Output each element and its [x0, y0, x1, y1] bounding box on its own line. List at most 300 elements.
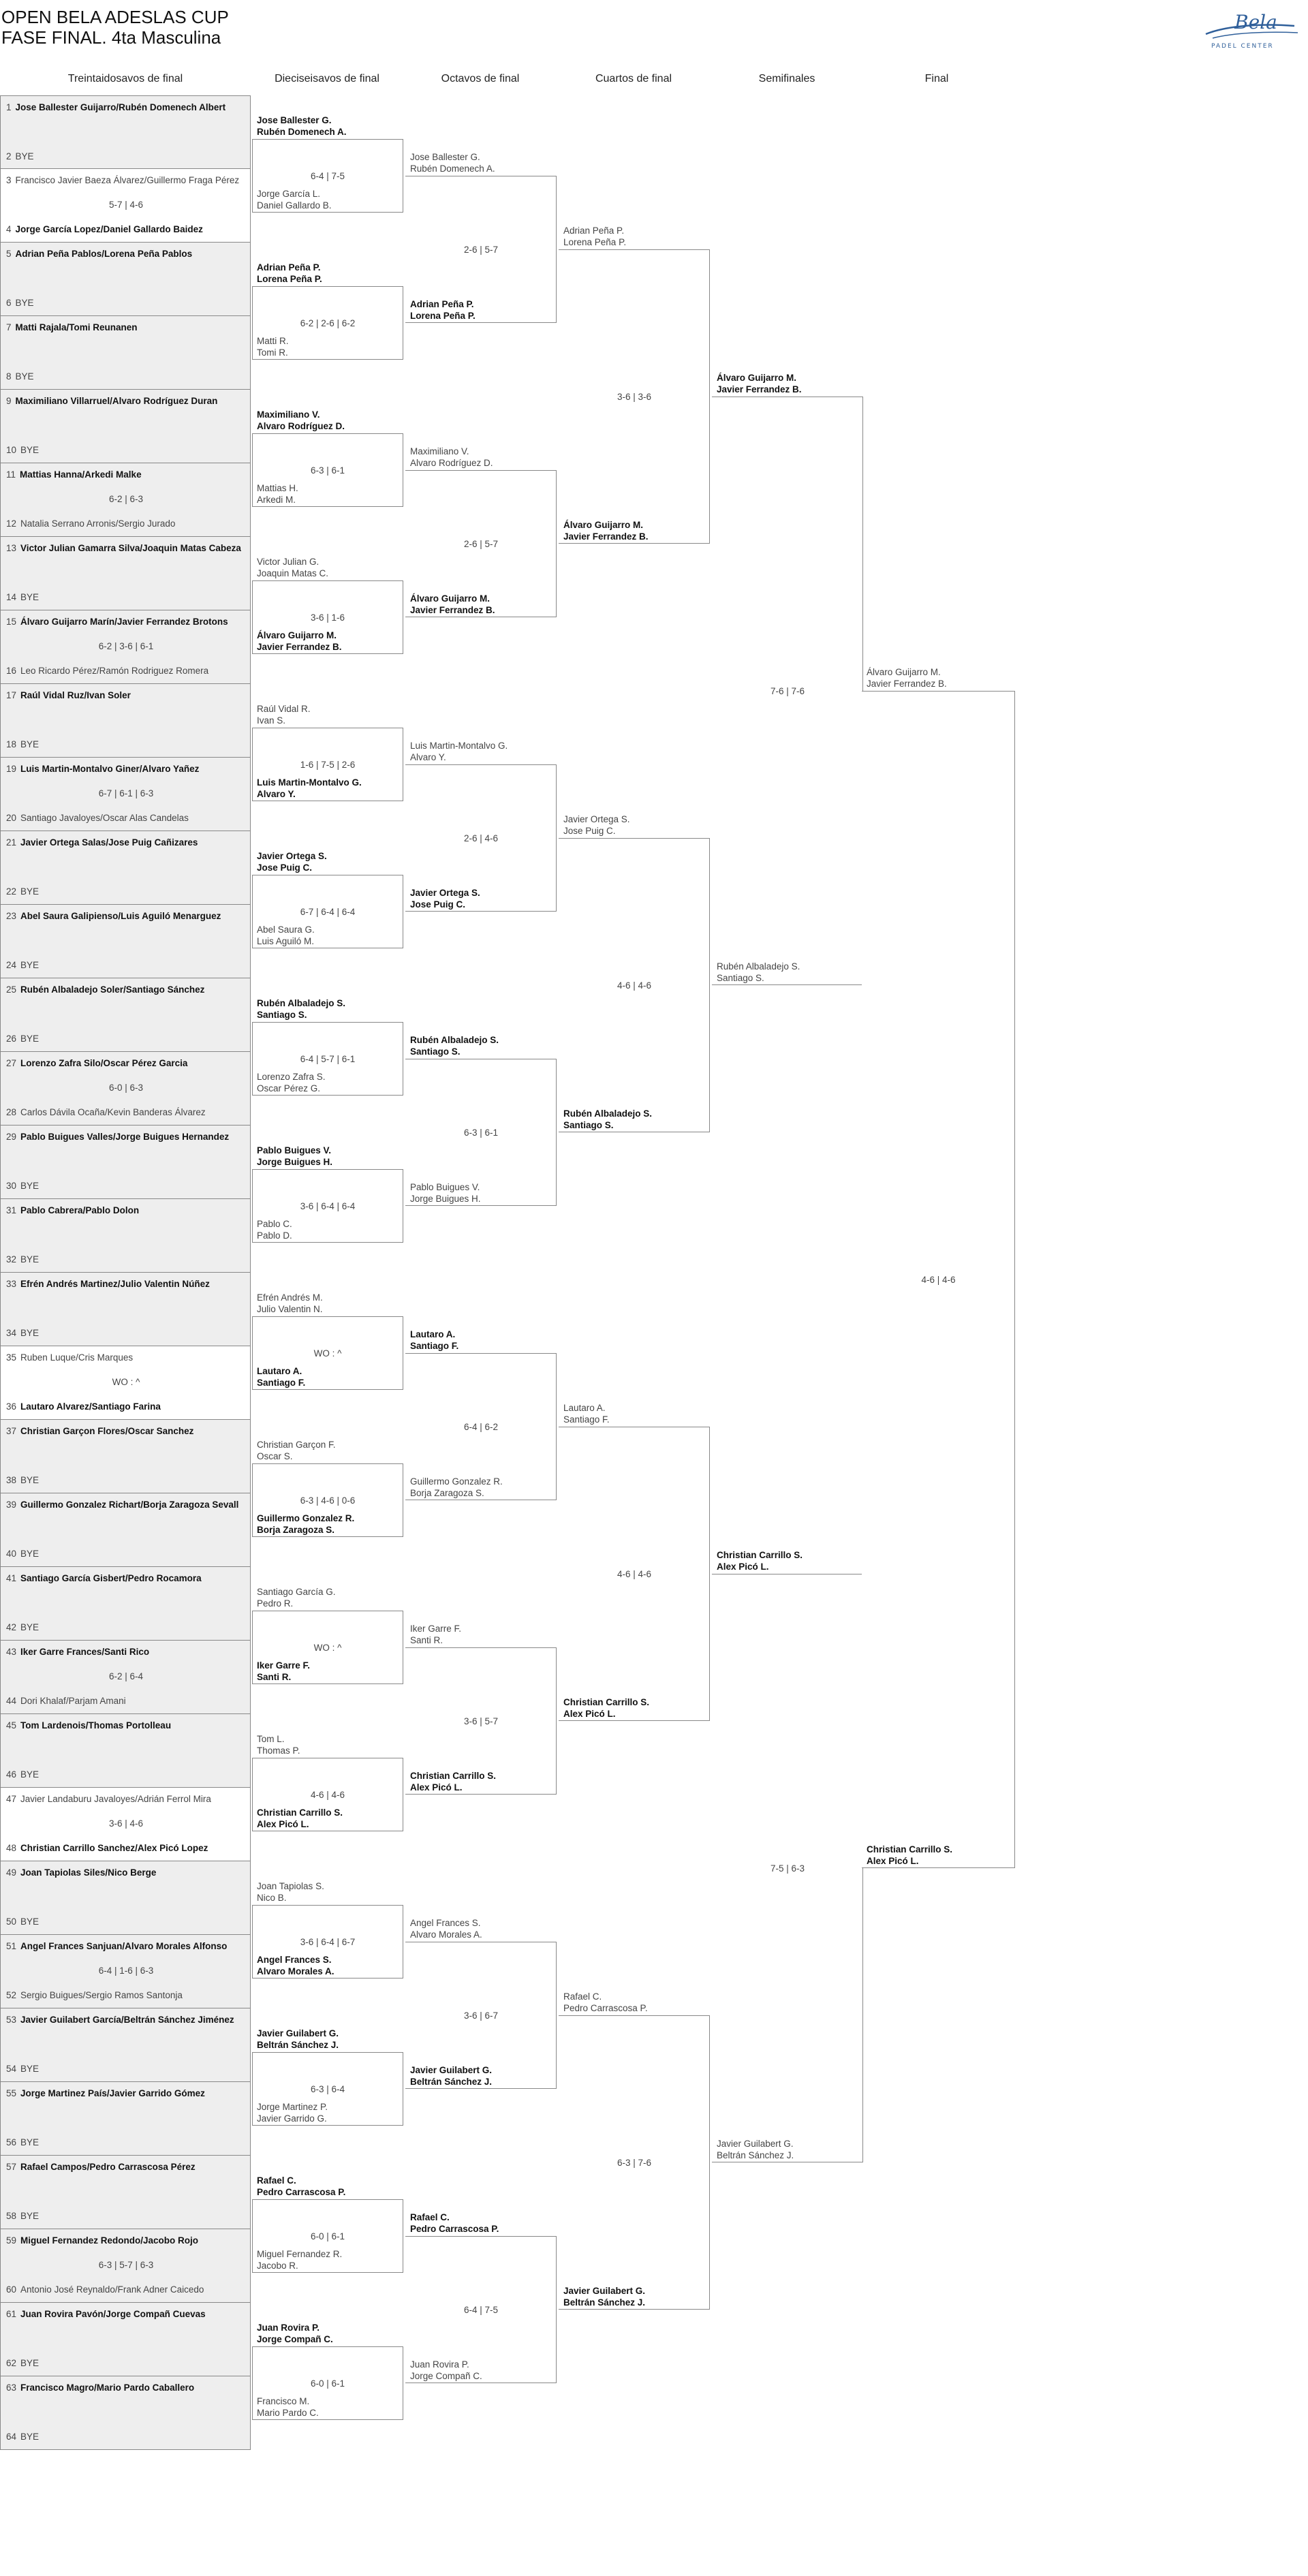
seed-number: 43 [6, 1647, 17, 1657]
player-name: Luis Martin-Montalvo G. [410, 741, 508, 751]
team-entry[interactable] [257, 1660, 310, 1683]
match-score: 6-2 | 2-6 | 6-2 [300, 318, 356, 328]
team-entry[interactable] [257, 777, 362, 800]
team-entry[interactable] [257, 1365, 305, 1388]
player-name: Lorena Peña P. [563, 237, 627, 247]
team-entry[interactable] [563, 225, 626, 248]
match-score: 2-6 | 5-7 [463, 245, 499, 255]
team-entry[interactable]: 25 Rubén Albaladejo Soler/Santiago Sánchez [6, 984, 205, 995]
seed-number: 26 [6, 1034, 17, 1044]
team-entry[interactable]: 44 Dori Khalaf/Parjam Amani [6, 1696, 126, 1706]
team-entry[interactable]: 39 Guillermo Gonzalez Richart/Borja Zaragoza Sevall [6, 1500, 239, 1510]
team-entry[interactable] [257, 1880, 324, 1904]
match-score: 6-4 | 7-5 [310, 171, 345, 181]
player-name: Pablo D. [257, 1230, 292, 1241]
team-entry[interactable]: 43 Iker Garre Frances/Santi Rico [6, 1647, 150, 1657]
team-entry[interactable] [410, 1181, 481, 1205]
player-name: Alex Picó L. [867, 1856, 919, 1866]
team-entry[interactable] [257, 703, 311, 726]
column-header-qf: Cuartos de final [595, 73, 672, 84]
seed-number: 54 [6, 2064, 17, 2074]
player-name: Santiago F. [257, 1378, 306, 1388]
team-entry[interactable]: 42 BYE [6, 1622, 40, 1632]
match-score: 3-6 | 5-7 [463, 1716, 499, 1726]
match-score: 3-6 | 6-4 | 6-4 [300, 1201, 356, 1211]
team-entry[interactable]: 22 BYE [6, 886, 40, 897]
seed-number: 30 [6, 1181, 17, 1191]
team-entry[interactable] [257, 1071, 326, 1094]
team-entry[interactable]: 62 BYE [6, 2358, 40, 2368]
player-name: Mattias H. [257, 483, 298, 493]
team-entry[interactable] [257, 1218, 292, 1241]
team-entry[interactable] [257, 2248, 342, 2271]
player-name: Joan Tapiolas S. [257, 1881, 324, 1891]
player-name: Santi R. [257, 1672, 292, 1682]
seed-number: 10 [6, 445, 17, 455]
seed-number: 39 [6, 1500, 17, 1510]
player-name: Tom L. [257, 1734, 285, 1744]
team-entry[interactable]: 63 Francisco Magro/Mario Pardo Caballero [6, 2383, 195, 2393]
match-slot [0, 758, 251, 831]
team-entry[interactable]: 45 Tom Lardenois/Thomas Portolleau [6, 1720, 172, 1731]
match-slot [0, 1052, 251, 1126]
player-name: Abel Saura G. [257, 925, 315, 935]
team-entry[interactable] [257, 1954, 334, 1977]
team-entry[interactable] [257, 262, 322, 285]
player-name: Borja Zaragoza S. [410, 1488, 484, 1498]
team-entry[interactable]: 26 BYE [6, 1034, 40, 1044]
seed-number: 24 [6, 960, 17, 970]
match-slot [0, 2008, 251, 2082]
team-entry[interactable]: 15 Álvaro Guijarro Marín/Javier Ferrandez Brotons [6, 617, 228, 627]
team-entry[interactable] [257, 335, 289, 358]
match-score: 6-0 | 6-3 [108, 1083, 144, 1093]
player-name: Nico B. [257, 1893, 287, 1903]
match-slot [0, 1126, 251, 1199]
seed-number: 36 [6, 1401, 17, 1412]
column-header-r32: Dieciseisavos de final [275, 73, 379, 84]
team-entry[interactable]: 52 Sergio Buigues/Sergio Ramos Santonja [6, 1990, 183, 2000]
player-name: Lautaro A. [563, 1403, 606, 1413]
team-entry[interactable] [410, 1917, 482, 1940]
team-entry[interactable] [410, 740, 508, 763]
match-slot [0, 1346, 251, 1420]
player-name: Lautaro A. [257, 1366, 302, 1376]
match-score: 6-3 | 6-4 [310, 2084, 345, 2094]
player-name: Angel Frances S. [257, 1955, 332, 1965]
column-header-r64: Treintaidosavos de final [67, 73, 183, 84]
player-name: Javier Ferrandez B. [563, 531, 649, 542]
team-entry[interactable]: 14 BYE [6, 592, 40, 602]
team-entry[interactable]: 24 BYE [6, 960, 40, 970]
team-entry[interactable]: 27 Lorenzo Zafra Silo/Oscar Pérez Garcia [6, 1058, 188, 1068]
team-entry[interactable] [717, 1549, 803, 1572]
seed-number: 19 [6, 764, 17, 774]
player-name: Adrian Peña P. [257, 262, 321, 273]
match-slot [0, 169, 251, 243]
team-entry[interactable]: 46 BYE [6, 1769, 40, 1780]
team-entry[interactable] [717, 961, 800, 984]
team-entry[interactable]: 55 Jorge Martinez País/Javier Garrido Gómez [6, 2088, 205, 2098]
player-name: Santiago S. [257, 1010, 307, 1020]
player-name: Javier Guilabert G. [410, 2065, 493, 2075]
seed-number: 44 [6, 1696, 17, 1706]
player-name: Pedro Carrascosa P. [563, 2003, 648, 2013]
match-score: WO : ^ [313, 1643, 342, 1653]
match-score: 5-7 | 4-6 [108, 200, 144, 210]
tournament-title: OPEN BELA ADESLAS CUP [1, 7, 229, 27]
team-entry[interactable] [410, 1623, 461, 1646]
team-entry[interactable]: 40 BYE [6, 1549, 40, 1559]
team-entry[interactable]: 56 BYE [6, 2137, 40, 2147]
match-slot [0, 463, 251, 537]
team-entry[interactable]: 47 Javier Landaburu Javaloyes/Adrián Ferrol Mira [6, 1794, 211, 1804]
player-name: Arkedi M. [257, 495, 296, 505]
match-score: WO : ^ [112, 1377, 140, 1387]
team-entry[interactable] [257, 556, 328, 579]
team-entry[interactable]: 20 Santiago Javaloyes/Oscar Alas Candelas [6, 813, 189, 823]
team-entry[interactable] [410, 1476, 503, 1499]
team-entry[interactable]: 1 Jose Ballester Guijarro/Rubén Domenech Albert [6, 102, 226, 112]
player-name: Adrian Peña P. [410, 299, 474, 309]
player-name: Christian Garçon F. [257, 1440, 336, 1450]
team-entry[interactable] [410, 887, 480, 910]
player-name: Efrén Andrés M. [257, 1292, 323, 1303]
team-entry[interactable] [257, 1807, 343, 1830]
match-slot [0, 2082, 251, 2156]
seed-number: 34 [6, 1328, 17, 1338]
seed-number: 45 [6, 1720, 17, 1731]
player-name: Christian Carrillo S. [867, 1844, 953, 1855]
match-score: 6-4 | 5-7 | 6-1 [300, 1054, 356, 1064]
team-entry[interactable] [257, 1512, 354, 1536]
player-name: Álvaro Guijarro M. [410, 593, 490, 604]
team-entry[interactable] [410, 593, 495, 616]
team-entry[interactable] [257, 1733, 300, 1756]
match-score: 6-3 | 4-6 | 0-6 [300, 1495, 356, 1506]
match-score: 6-2 | 3-6 | 6-1 [98, 641, 154, 651]
team-entry[interactable]: 17 Raúl Vidal Ruz/Ivan Soler [6, 690, 131, 700]
seed-number: 13 [6, 543, 17, 553]
player-name: Pedro Carrascosa P. [410, 2224, 499, 2234]
team-entry[interactable] [257, 1292, 323, 1315]
team-entry[interactable]: 6 BYE [6, 298, 34, 308]
team-entry[interactable]: 31 Pablo Cabrera/Pablo Dolon [6, 1205, 140, 1215]
player-name: Rubén Albaladejo S. [410, 1035, 499, 1045]
team-entry[interactable]: 49 Joan Tapiolas Siles/Nico Berge [6, 1867, 157, 1878]
player-name: Christian Carrillo S. [257, 1807, 343, 1818]
team-entry[interactable] [563, 1402, 610, 1425]
team-entry[interactable]: 30 BYE [6, 1181, 40, 1191]
player-name: Beltrán Sánchez J. [717, 2150, 794, 2160]
player-name: Julio Valentin N. [257, 1304, 323, 1314]
player-name: Javier Guilabert G. [563, 2286, 646, 2296]
player-name: Santi R. [410, 1635, 443, 1645]
seed-number: 28 [6, 1107, 17, 1117]
seed-number: 50 [6, 1917, 17, 1927]
match-slot [0, 2376, 251, 2450]
team-entry[interactable] [563, 1696, 649, 1720]
team-entry[interactable] [563, 2285, 645, 2308]
team-entry[interactable] [257, 2028, 339, 2051]
team-entry[interactable] [563, 1108, 652, 1131]
team-entry[interactable] [257, 1145, 332, 1168]
player-name: Javier Ferrandez B. [717, 384, 802, 394]
seed-number: 5 [6, 249, 12, 259]
team-entry[interactable] [257, 630, 342, 653]
player-name: Rubén Albaladejo S. [717, 961, 800, 972]
team-entry[interactable] [257, 409, 345, 432]
match-slot [0, 2229, 251, 2303]
team-entry[interactable] [410, 1770, 496, 1793]
player-name: Javier Garrido G. [257, 2113, 327, 2124]
player-name: Javier Ortega S. [563, 814, 630, 824]
player-name: Joaquin Matas C. [257, 568, 329, 578]
match-slot [0, 610, 251, 684]
team-entry[interactable]: 18 BYE [6, 739, 40, 749]
match-slot [0, 243, 251, 316]
player-name: Victor Julian G. [257, 557, 320, 567]
match-slot [0, 2303, 251, 2376]
match-score: 7-5 | 6-3 [770, 1863, 805, 1874]
player-name: Iker Garre F. [257, 1660, 311, 1671]
match-slot [0, 1273, 251, 1346]
team-entry[interactable]: 23 Abel Saura Galipienso/Luis Aguiló Menarguez [6, 911, 221, 921]
team-entry[interactable]: 32 BYE [6, 1254, 40, 1264]
team-entry[interactable]: 38 BYE [6, 1475, 40, 1485]
player-name: Pablo Buigues V. [410, 1182, 480, 1192]
team-entry[interactable]: 51 Angel Frances Sanjuan/Alvaro Morales Alfonso [6, 1941, 228, 1951]
player-name: Alvaro Y. [257, 789, 296, 799]
match-score: 6-3 | 7-6 [617, 2158, 652, 2168]
team-entry[interactable] [257, 2395, 319, 2419]
player-name: Juan Rovira P. [257, 2323, 320, 2333]
seed-number: 25 [6, 984, 17, 995]
seed-number: 58 [6, 2211, 17, 2221]
match-score: 4-6 | 4-6 [617, 980, 652, 991]
team-entry[interactable]: 3 Francisco Javier Baeza Álvarez/Guillermo Fraga Pérez [6, 175, 240, 185]
team-entry[interactable] [257, 188, 332, 211]
player-name: Jorge García L. [257, 189, 321, 199]
team-entry[interactable] [410, 2212, 499, 2235]
player-name: Alvaro Rodríguez D. [410, 458, 493, 468]
player-name: Javier Guilabert G. [257, 2028, 339, 2038]
player-name: Miguel Fernandez R. [257, 2249, 343, 2259]
team-entry[interactable]: 4 Jorge García Lopez/Daniel Gallardo Baidez [6, 224, 203, 234]
match-score: WO : ^ [313, 1348, 342, 1359]
team-entry[interactable] [257, 997, 345, 1021]
match-score: 1-6 | 7-5 | 2-6 [300, 760, 356, 770]
team-entry[interactable]: 16 Leo Ricardo Pérez/Ramón Rodriguez Romera [6, 666, 209, 676]
player-name: Iker Garre F. [410, 1624, 462, 1634]
seed-number: 42 [6, 1622, 17, 1632]
team-entry[interactable]: 64 BYE [6, 2432, 40, 2442]
team-entry[interactable] [257, 482, 298, 506]
player-name: Rafael C. [257, 2175, 296, 2186]
player-name: Maximiliano V. [410, 446, 469, 456]
team-entry[interactable]: 33 Efrén Andrés Martinez/Julio Valentin Núñez [6, 1279, 210, 1289]
match-slot [0, 1641, 251, 1714]
team-entry[interactable]: 57 Rafael Campos/Pedro Carrascosa Pérez [6, 2162, 196, 2172]
seed-number: 62 [6, 2358, 17, 2368]
logo-text: Bela [1234, 11, 1277, 33]
player-name: Javier Guilabert G. [717, 2139, 794, 2149]
seed-number: 61 [6, 2309, 17, 2319]
match-slot [0, 831, 251, 905]
player-name: Jose Puig C. [563, 826, 616, 836]
team-entry[interactable] [410, 446, 493, 469]
player-name: Álvaro Guijarro M. [717, 373, 797, 383]
team-entry[interactable] [257, 2101, 328, 2124]
seed-number: 11 [6, 469, 16, 480]
team-entry[interactable] [257, 114, 347, 138]
team-entry[interactable]: 19 Luis Martin-Montalvo Giner/Alvaro Yañez [6, 764, 200, 774]
seed-number: 38 [6, 1475, 17, 1485]
player-name: Jose Ballester G. [257, 115, 332, 125]
seed-number: 21 [6, 837, 17, 848]
player-name: Mario Pardo C. [257, 2408, 319, 2418]
seed-number: 4 [6, 224, 12, 234]
player-name: Ivan S. [257, 715, 286, 726]
team-entry[interactable]: 5 Adrian Peña Pablos/Lorena Peña Pablos [6, 249, 193, 259]
seed-number: 52 [6, 1990, 17, 2000]
player-name: Santiago S. [563, 1120, 614, 1130]
player-name: Guillermo Gonzalez R. [410, 1476, 503, 1487]
team-entry[interactable] [257, 1439, 336, 1462]
player-name: Lorenzo Zafra S. [257, 1072, 326, 1082]
match-slot [0, 2156, 251, 2229]
team-entry[interactable]: 35 Ruben Luque/Cris Marques [6, 1352, 134, 1363]
player-name: Javier Ferrandez B. [867, 679, 947, 689]
match-score: 4-6 | 4-6 [921, 1275, 956, 1285]
player-name: Oscar Pérez G. [257, 1083, 321, 1093]
team-entry[interactable]: 13 Victor Julian Gamarra Silva/Joaquin Matas Cabeza [6, 543, 241, 553]
match-slot [0, 316, 251, 390]
team-entry[interactable]: 7 Matti Rajala/Tomi Reunanen [6, 322, 138, 332]
team-entry[interactable]: 37 Christian Garçon Flores/Oscar Sanchez [6, 1426, 194, 1436]
team-entry[interactable] [410, 1034, 499, 1057]
team-entry[interactable]: 10 BYE [6, 445, 40, 455]
team-entry[interactable]: 34 BYE [6, 1328, 40, 1338]
player-name: Alex Picó L. [563, 1709, 616, 1719]
team-entry[interactable]: 48 Christian Carrillo Sanchez/Alex Picó Lopez [6, 1843, 208, 1853]
team-entry[interactable] [563, 1991, 648, 2014]
team-entry[interactable] [257, 924, 315, 947]
team-entry[interactable] [563, 813, 630, 837]
seed-number: 14 [6, 592, 17, 602]
match-score: 3-6 | 3-6 [617, 392, 652, 402]
match-score: 6-7 | 6-1 | 6-3 [98, 788, 154, 798]
player-name: Alex Picó L. [717, 1562, 769, 1572]
player-name: Santiago García G. [257, 1587, 336, 1597]
player-name: Javier Ferrandez B. [410, 605, 495, 615]
team-entry[interactable]: 54 BYE [6, 2064, 40, 2074]
team-entry[interactable]: 2 BYE [6, 151, 34, 161]
team-entry[interactable]: 29 Pablo Buigues Valles/Jorge Buigues Hernandez [6, 1132, 230, 1142]
player-name: Jorge Compañ C. [410, 2371, 482, 2381]
match-slot [0, 1861, 251, 1935]
team-entry[interactable] [717, 2138, 794, 2161]
seed-number: 2 [6, 151, 12, 161]
team-entry[interactable]: 9 Maximiliano Villarruel/Alvaro Rodríguez Duran [6, 396, 218, 406]
match-slot [0, 684, 251, 758]
team-entry[interactable]: 53 Javier Guilabert García/Beltrán Sánchez Jiménez [6, 2015, 234, 2025]
team-entry[interactable] [257, 2175, 345, 2198]
team-entry[interactable]: 50 BYE [6, 1917, 40, 1927]
player-name: Álvaro Guijarro M. [257, 630, 337, 640]
seed-number: 20 [6, 813, 17, 823]
match-slot [0, 905, 251, 978]
team-entry[interactable]: 61 Juan Rovira Pavón/Jorge Compañ Cuevas [6, 2309, 206, 2319]
team-entry[interactable]: 12 Natalia Serrano Arronis/Sergio Jurado [6, 518, 176, 529]
player-name: Jorge Buigues H. [257, 1157, 333, 1167]
player-name: Adrian Peña P. [563, 226, 625, 236]
match-score: 4-6 | 4-6 [617, 1569, 652, 1579]
team-entry[interactable]: 28 Carlos Dávila Ocaña/Kevin Banderas Álvarez [6, 1107, 206, 1117]
seed-number: 40 [6, 1549, 17, 1559]
match-score: 6-4 | 7-5 [463, 2305, 499, 2315]
column-header-sf: Semifinales [758, 73, 815, 84]
team-entry[interactable] [410, 298, 476, 322]
team-entry[interactable]: 8 BYE [6, 371, 34, 382]
seed-number: 22 [6, 886, 17, 897]
team-entry[interactable]: 58 BYE [6, 2211, 40, 2221]
player-name: Rubén Domenech A. [257, 127, 347, 137]
team-entry[interactable] [410, 1329, 458, 1352]
player-name: Alvaro Morales A. [410, 1929, 482, 1940]
team-entry[interactable] [257, 2322, 333, 2345]
seed-number: 64 [6, 2432, 17, 2442]
seed-number: 51 [6, 1941, 17, 1951]
team-entry[interactable] [410, 151, 495, 174]
match-score: 6-2 | 6-4 [108, 1671, 144, 1681]
seed-number: 53 [6, 2015, 17, 2025]
team-entry[interactable] [410, 2064, 492, 2088]
match-score: 4-6 | 4-6 [310, 1790, 345, 1800]
player-name: Pablo Buigues V. [257, 1145, 332, 1155]
player-name: Borja Zaragoza S. [257, 1525, 335, 1535]
team-entry[interactable] [867, 1844, 952, 1867]
player-name: Maximiliano V. [257, 409, 320, 420]
team-entry[interactable]: 11 Mattias Hanna/Arkedi Malke [6, 469, 142, 480]
seed-number: 37 [6, 1426, 17, 1436]
seed-number: 7 [6, 322, 12, 332]
team-entry[interactable]: 36 Lautaro Alvarez/Santiago Farina [6, 1401, 161, 1412]
seed-number: 33 [6, 1279, 17, 1289]
team-entry[interactable] [410, 2359, 482, 2382]
player-name: Pedro Carrascosa P. [257, 2187, 346, 2197]
team-entry[interactable] [867, 666, 947, 689]
seed-number: 23 [6, 911, 17, 921]
team-entry[interactable]: 60 Antonio José Reynaldo/Frank Adner Caicedo [6, 2284, 204, 2295]
player-name: Jorge Buigues H. [410, 1194, 481, 1204]
player-name: Santiago F. [410, 1341, 459, 1351]
team-entry[interactable] [257, 1586, 336, 1609]
team-entry[interactable] [717, 372, 802, 395]
team-entry[interactable]: 41 Santiago García Gisbert/Pedro Rocamora [6, 1573, 202, 1583]
match-slot [0, 95, 251, 169]
seed-number: 55 [6, 2088, 17, 2098]
player-name: Santiago S. [410, 1046, 461, 1057]
team-entry[interactable]: 59 Miguel Fernandez Redondo/Jacobo Rojo [6, 2235, 199, 2246]
player-name: Angel Frances S. [410, 1918, 481, 1928]
team-entry[interactable] [563, 519, 649, 542]
player-name: Javier Ortega S. [410, 888, 480, 898]
match-score: 7-6 | 7-6 [770, 686, 805, 696]
team-entry[interactable] [257, 850, 327, 873]
team-entry[interactable]: 21 Javier Ortega Salas/Jose Puig Cañizares [6, 837, 198, 848]
match-score: 3-6 | 4-6 [108, 1818, 144, 1829]
